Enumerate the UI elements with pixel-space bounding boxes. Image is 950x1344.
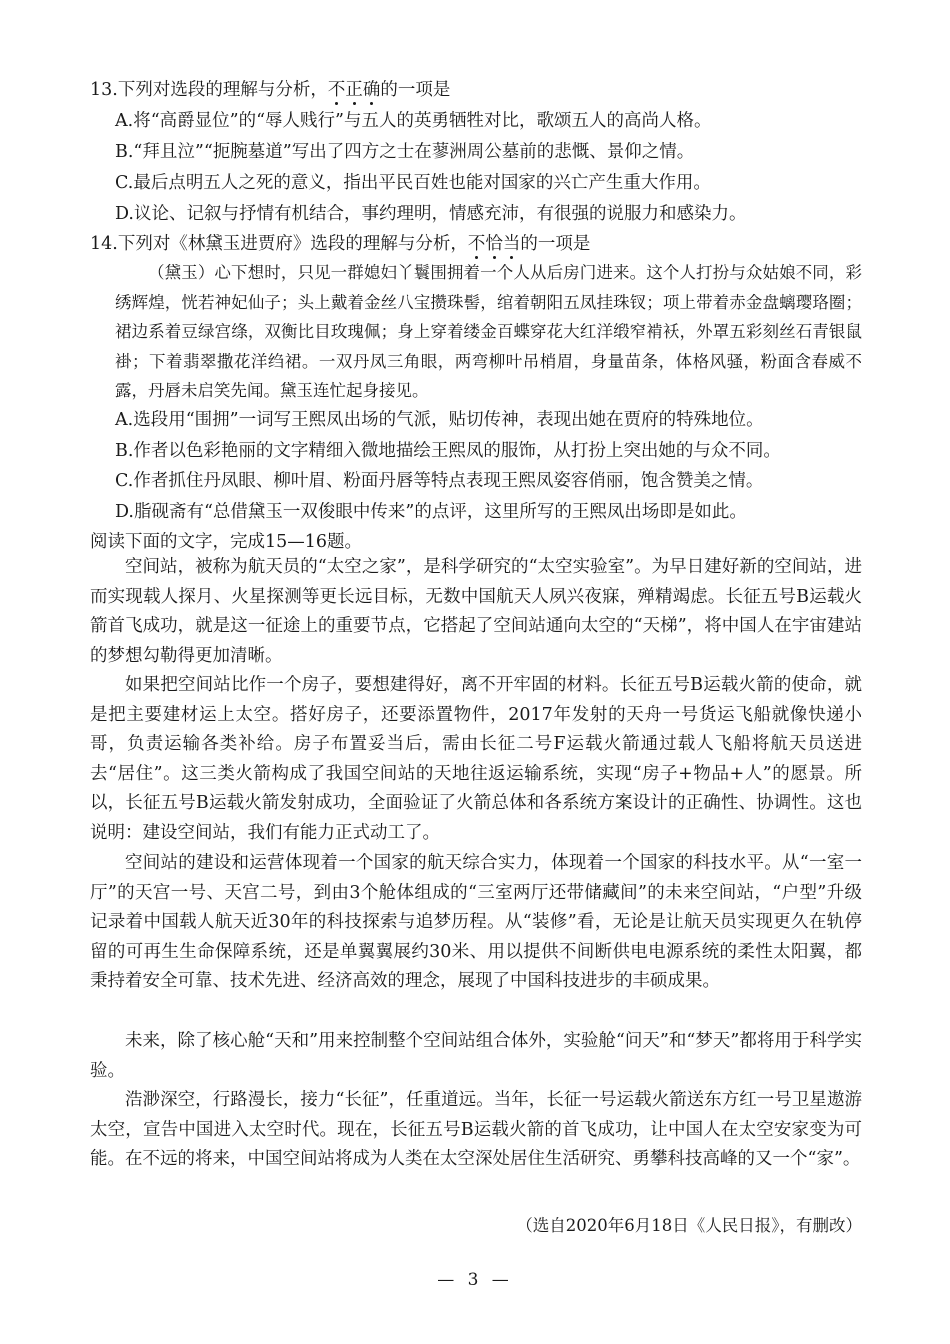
question-14-title: 14.下列对《林黛玉进贾府》选段的理解与分析，不恰当的一项是 bbox=[90, 234, 591, 254]
question-13-title: 13.下列对选段的理解与分析，不正确的一项是 bbox=[90, 80, 451, 100]
reading-instruction: 阅读下面的文字，完成15—16题。 bbox=[90, 532, 363, 552]
question-13-option-c: C.最后点明五人之死的意义，指出平民百姓也能对国家的兴亡产生重大作用。 bbox=[115, 173, 711, 193]
passage-paragraph: 空间站的建设和运营体现着一个国家的航天综合实力，体现着一个国家的科技水平。从“一室一厅”的天宫一号、天宫二号，到由3个舱体组成的“三室两厅还带储藏间”的未来空间站，“户型”升级记录着中国载人航天近30年的科技探索与追梦历程。从“装修”看，无论是让航天员实现更久在轨停留的可再生生命保障系统，还是单翼翼展约30米、用以提供不间断供电电源系统的柔性太阳翼，都秉持着安全可靠、技术先进、经济高效的理念，展现了中国科技进步的丰硕成果。 bbox=[90, 853, 862, 992]
passage-paragraph: 浩渺深空，行路漫长，接力“长征”，任重道远。当年，长征一号运载火箭送东方红一号卫星遨游太空，宣告中国进入太空时代。现在，长征五号B运载火箭的首飞成功，让中国人在太空安家变为可能。在不远的将来，中国空间站将成为人类在太空深处居住生活研究、勇攀科技高峰的又一个“家”。 bbox=[90, 1090, 862, 1170]
question-14-option-d: D.脂砚斋有“总借黛玉一双俊眼中传来”的点评，这里所写的王熙凤出场即是如此。 bbox=[115, 502, 747, 522]
question-13-option-a: A.将“高爵显位”的“辱人贱行”与五人的英勇牺牲对比，歌颂五人的高尚人格。 bbox=[115, 111, 712, 131]
passage-paragraph: 如果把空间站比作一个房子，要想建得好，离不开牢固的材料。长征五号B运载火箭的使命，就是把主要建材运上太空。搭好房子，还要添置物件，2017年发射的天舟一号货运飞船就像快递小哥，负责运输各类补给。房子布置妥当后，需由长征二号F运载火箭通过载人飞船将航天员送进去“居住”。这三类火箭构成了我国空间站的天地往返运输系统，实现“房子+物品+人”的愿景。所以，长征五号B运载火箭发射成功，全面验证了火箭总体和各系统方案设计的正确性、协调性。这也说明：建设空间站，我们有能力正式动工了。 bbox=[90, 675, 862, 843]
question-14-excerpt: （黛玉）心下想时，只见一群媳妇丫鬟围拥着一个人从后房门进来。这个人打扮与众姑娘不同，彩绣辉煌，恍若神妃仙子；头上戴着金丝八宝攒珠髻，绾着朝阳五凤挂珠钗；项上带着赤金盘螭璎珞圈；裙边系着豆绿宫绦，双衡比目玫瑰佩；身上穿着缕金百蝶穿花大红洋缎窄褃袄，外罩五彩刻丝石青银鼠褂；下着翡翠撒花洋绉裙。一双丹凤三角眼，两弯柳叶吊梢眉，身量苗条，体格风骚，粉面含春威不露，丹唇未启笑先闻。黛玉连忙起身接见。 bbox=[115, 263, 862, 400]
emphasis-not-correct: 不正确 bbox=[327, 80, 381, 100]
source-citation: （选自2020年6月18日《人民日报》，有删改） bbox=[516, 1216, 862, 1235]
question-14-option-a: A.选段用“围拥”一词写王熙凤出场的气派，贴切传神，表现出她在贾府的特殊地位。 bbox=[115, 410, 764, 430]
passage-paragraph: 空间站，被称为航天员的“太空之家”，是科学研究的“太空实验室”。为早日建好新的空间站，进而实现载人探月、火星探测等更长远目标，无数中国航天人夙兴夜寐，殚精竭虑。长征五号B运载火箭首飞成功，就是这一征途上的重要节点，它搭起了空间站通向太空的“天梯”，将中国人在宇宙建站的梦想勾勒得更加清晰。 bbox=[90, 557, 862, 666]
question-13-option-d: D.议论、记叙与抒情有机结合，事约理明，情感充沛，有很强的说服力和感染力。 bbox=[115, 204, 747, 224]
emphasis-not-appropriate: 不恰当 bbox=[467, 234, 521, 254]
passage-paragraph: 未来，除了核心舱“天和”用来控制整个空间站组合体外，实验舱“问天”和“梦天”都将用于科学实验。 bbox=[90, 1031, 862, 1081]
question-14-option-c: C.作者抓住丹凤眼、柳叶眉、粉面丹唇等特点表现王熙凤姿容俏丽，饱含赞美之情。 bbox=[115, 471, 764, 491]
question-13-option-b: B.“拜且泣”“扼腕墓道”写出了四方之士在蓼洲周公墓前的悲慨、景仰之情。 bbox=[115, 142, 695, 162]
page-number: — 3 — bbox=[437, 1270, 513, 1290]
question-14-option-b: B.作者以色彩艳丽的文字精细入微地描绘王熙凤的服饰，从打扮上突出她的与众不同。 bbox=[115, 441, 781, 461]
